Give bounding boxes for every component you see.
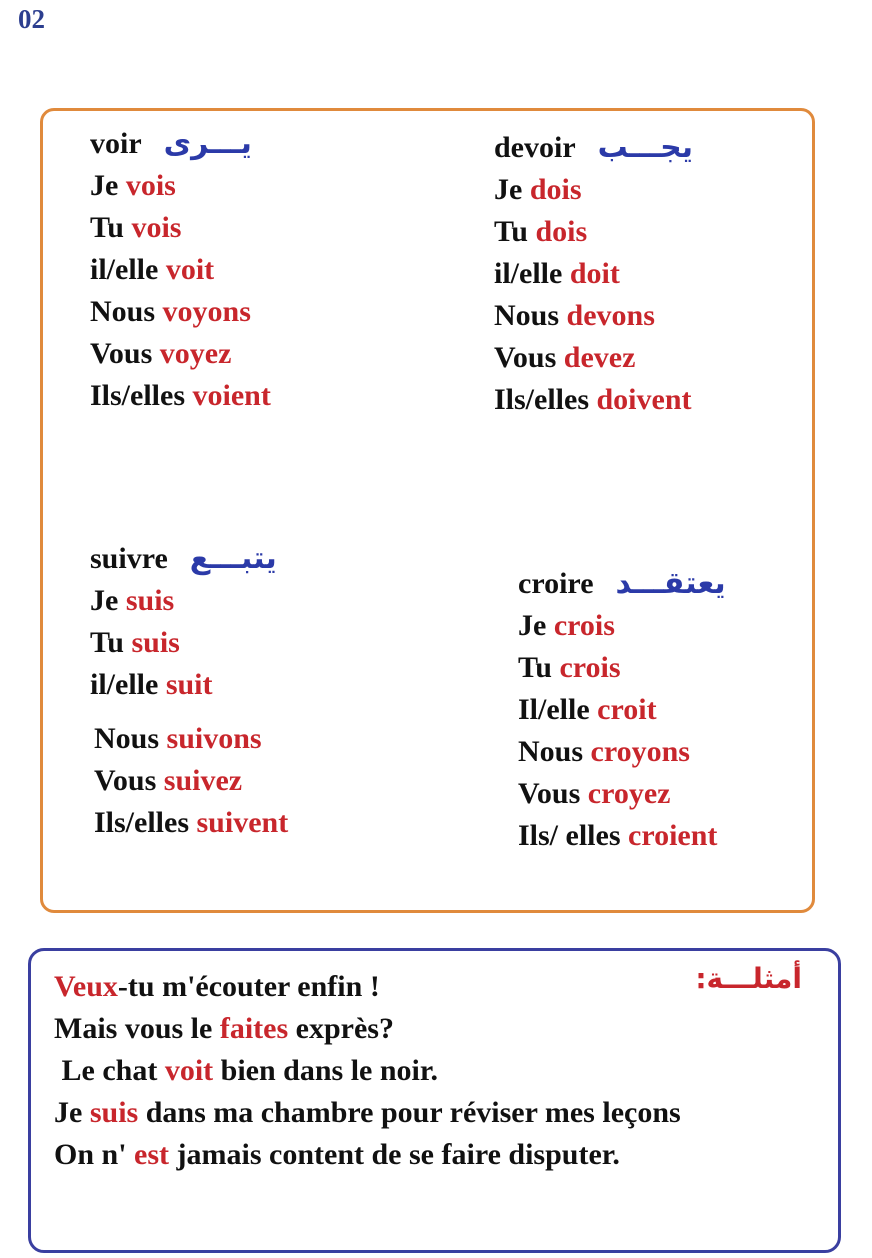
- conjugation-row: [518, 815, 726, 857]
- infinitive: suivre: [90, 542, 168, 575]
- verb-heading: [90, 123, 271, 165]
- example-text: On n': [54, 1138, 135, 1171]
- pronoun: Je: [90, 584, 119, 617]
- pronoun: Tu: [494, 215, 528, 248]
- conjugation-row: [90, 622, 288, 664]
- examples-title: أمثلـــة:: [695, 962, 802, 995]
- pronoun: Je: [518, 609, 547, 642]
- example-text: jamais content de se faire disputer.: [169, 1138, 620, 1171]
- example-verb: voit: [164, 1054, 214, 1087]
- verb-form: suis: [131, 626, 180, 659]
- pronoun: Vous: [94, 764, 157, 797]
- conjugation-row: [90, 802, 288, 844]
- verb-form: voyez: [159, 337, 232, 370]
- pronoun: Nous: [518, 735, 584, 768]
- verb-form: devez: [563, 341, 636, 374]
- verb-form: doit: [569, 257, 620, 290]
- conjugation-row: [90, 165, 271, 207]
- pronoun: Tu: [90, 211, 124, 244]
- verb-form: suit: [165, 668, 213, 701]
- conjugation-row: [90, 207, 271, 249]
- arabic-translation: يـــرى: [163, 126, 252, 161]
- pronoun: Ils/elles: [494, 383, 589, 416]
- arabic-translation: يتبـــع: [189, 541, 277, 576]
- conjugation-row: [518, 647, 726, 689]
- pronoun: Il/elle: [518, 693, 590, 726]
- conjugation-row: [90, 664, 288, 706]
- verb-form: vois: [125, 169, 176, 202]
- verb-block-voir: [90, 123, 271, 417]
- verb-form: suivent: [196, 806, 289, 839]
- infinitive: voir: [90, 127, 142, 160]
- pronoun: Vous: [518, 777, 581, 810]
- verb-block-suivre: [90, 538, 288, 844]
- verb-form: voyons: [162, 295, 251, 328]
- pronoun: Nous: [94, 722, 160, 755]
- conjugation-row: [90, 718, 288, 760]
- conjugation-row: [90, 291, 271, 333]
- conjugation-row: [494, 295, 693, 337]
- verb-form: croient: [628, 819, 718, 852]
- example-text: exprès?: [288, 1012, 394, 1045]
- conjugation-row: [90, 375, 271, 417]
- verb-form: croyez: [587, 777, 671, 810]
- pronoun: Je: [494, 173, 523, 206]
- verb-block-croire: [518, 563, 726, 857]
- conjugation-row: [518, 773, 726, 815]
- verb-heading: [90, 538, 288, 580]
- conjugation-row: [90, 760, 288, 802]
- pronoun: il/elle: [90, 253, 159, 286]
- verb-form: croit: [597, 693, 657, 726]
- conjugation-row: [90, 580, 288, 622]
- example-text: dans ma chambre pour réviser mes leçons: [138, 1096, 681, 1129]
- conjugation-row: [90, 249, 271, 291]
- verb-form: devons: [566, 299, 655, 332]
- verb-heading: [518, 563, 726, 605]
- example-sentence: [54, 1008, 681, 1050]
- verb-form: dois: [529, 173, 582, 206]
- example-text: -tu m'écouter enfin !: [117, 970, 380, 1003]
- verb-form: voit: [165, 253, 215, 286]
- verb-form: suivez: [163, 764, 243, 797]
- example-sentence: [54, 1092, 681, 1134]
- conjugation-row: [494, 253, 693, 295]
- example-verb: suis: [89, 1096, 139, 1129]
- pronoun: Nous: [494, 299, 560, 332]
- pronoun: Tu: [518, 651, 552, 684]
- example-text: Mais vous le: [54, 1012, 220, 1045]
- pronoun: Tu: [90, 626, 124, 659]
- conjugation-row: [494, 337, 693, 379]
- conjugation-row: [90, 333, 271, 375]
- verb-form: crois: [553, 609, 615, 642]
- conjugation-row: [518, 731, 726, 773]
- infinitive: croire: [518, 567, 594, 600]
- pronoun: Ils/elles: [90, 379, 185, 412]
- pronoun: Ils/ elles: [518, 819, 621, 852]
- pronoun: il/elle: [90, 668, 159, 701]
- pronoun: Ils/elles: [94, 806, 189, 839]
- verb-form: suivons: [166, 722, 262, 755]
- arabic-translation: يجـــب: [597, 130, 694, 165]
- conjugation-row: [518, 689, 726, 731]
- conjugation-row: [494, 211, 693, 253]
- verb-form: voient: [192, 379, 271, 412]
- conjugation-row: [494, 379, 693, 421]
- page-number: 02: [18, 4, 45, 34]
- example-text: bien dans le noir.: [213, 1054, 438, 1087]
- verb-form: suis: [125, 584, 175, 617]
- verb-form: crois: [559, 651, 621, 684]
- infinitive: devoir: [494, 131, 576, 164]
- example-verb: Veux: [54, 970, 118, 1003]
- verb-form: dois: [535, 215, 588, 248]
- verb-form: doivent: [596, 383, 692, 416]
- example-sentence: [54, 966, 681, 1008]
- example-sentence: [54, 1134, 681, 1176]
- example-sentence: [54, 1050, 681, 1092]
- examples-list: [54, 966, 681, 1176]
- verb-block-devoir: [494, 127, 693, 421]
- pronoun: Vous: [90, 337, 153, 370]
- conjugation-row: [494, 169, 693, 211]
- verb-form: vois: [131, 211, 182, 244]
- pronoun: Vous: [494, 341, 557, 374]
- example-text: Le chat: [54, 1054, 165, 1087]
- arabic-translation: يعتقـــد: [615, 566, 726, 601]
- example-verb: est: [134, 1138, 170, 1171]
- conjugation-row: [518, 605, 726, 647]
- verb-form: croyons: [590, 735, 690, 768]
- example-text: Je: [54, 1096, 90, 1129]
- verb-heading: [494, 127, 693, 169]
- pronoun: Nous: [90, 295, 156, 328]
- pronoun: Je: [90, 169, 119, 202]
- example-verb: faites: [219, 1012, 289, 1045]
- pronoun: il/elle: [494, 257, 563, 290]
